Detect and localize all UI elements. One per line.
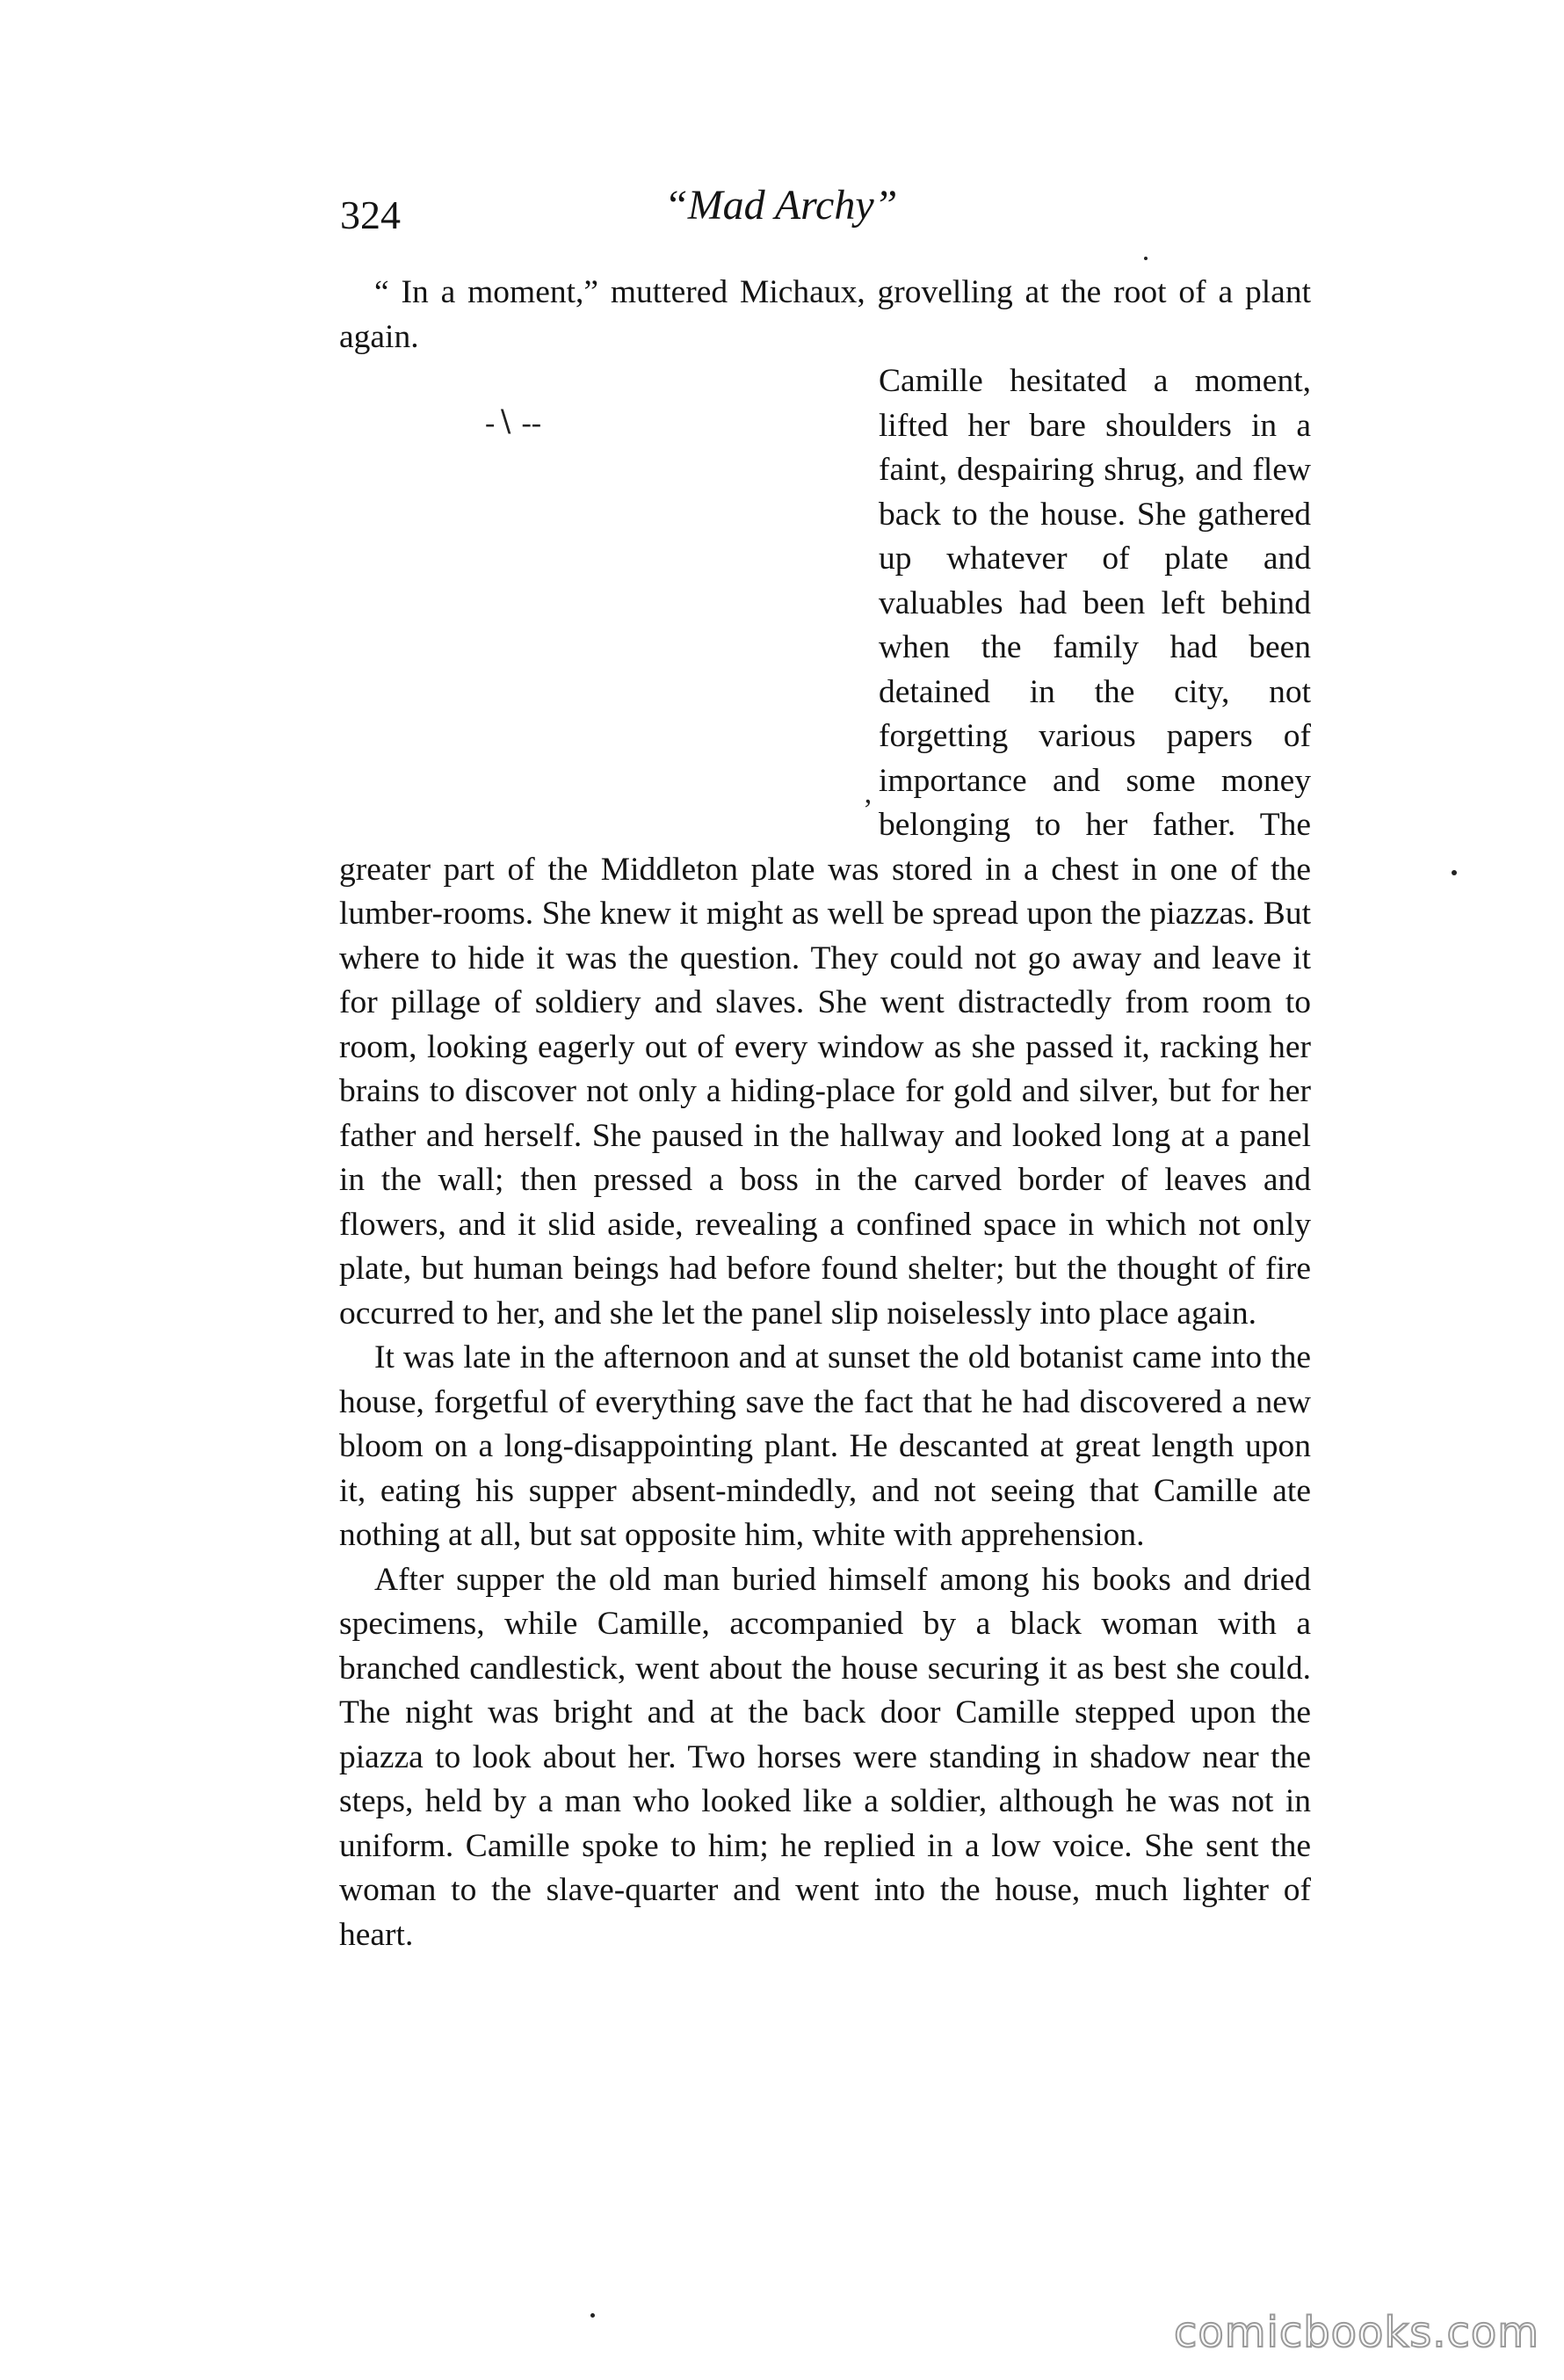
paragraph: After supper the old man buried himself among his books and dried specimens, while Camille, accompanied by a black woman with a branched candlestick, went about the house securing it as best she could. The night was bright and at the back door Camille stepped upon the piazza to look about her. Two horses were standing in shadow near the steps, held by a man who looked like a soldier, although he was not in uniform. Camille spoke to him; he replied in a low voice. She sent the woman to the slave-quarter and went into the house, much lighter of heart.	[339, 1561, 1311, 1953]
paragraph: Camille hesitated a moment, lifted her bare shoulders in a faint, despairing shrug, and flew back to the house. She gathered up whatever of plate and valuables had been left behind when the family had been detained in the city, not forgetting various papers of importance and some money belonging to her father. The greater part of the Middleton plate was stored in a chest in one of the lumber-rooms. She knew it might as well be spread upon the piazzas. But where to hide it was the question. They could not go away and leave it for pillage of soldiery and slaves. She went distractedly from room to room, looking eagerly out of every window as she passed it, racking her brains to discover not only a hiding-place for gold and silver, but for her father and herself. She paused in the hallway and looked long at a panel in the wall; then pressed a boss in the carved border of leaves and flowers, and it slid aside, revealing a confined space in which not only plate, but human beings had before found shelter; but the thought of fire occurred to her, and she let the panel slip noiselessly into place again.	[339, 363, 1311, 1331]
scan-speck	[590, 2313, 595, 2318]
paragraph: “ In a moment,” muttered Michaux, grovelling at the root of a plant again.	[339, 274, 1311, 355]
text-block	[339, 271, 1311, 1957]
scan-speck	[1452, 870, 1457, 875]
illustration-space	[339, 359, 879, 847]
page-number: 324	[340, 192, 401, 237]
paragraph: It was late in the afternoon and at sunset the old botanist came into the house, forgetful of everything save the fact that he had discovered a new bloom on a long-disappointing plant. He descanted at great length upon it, eating his supper absent-mindedly, and not seeing that Camille ate nothing at all, but sat opposite him, white with apprehension.	[339, 1339, 1311, 1553]
running-head: “Mad Archy”	[664, 182, 898, 229]
scan-speck	[1144, 257, 1148, 260]
illustration-fragment-mark: -∖ -‐	[485, 407, 542, 439]
watermark: comicbooks.com	[1173, 2308, 1539, 2357]
illustration-fragment-mark: ’	[863, 794, 873, 826]
